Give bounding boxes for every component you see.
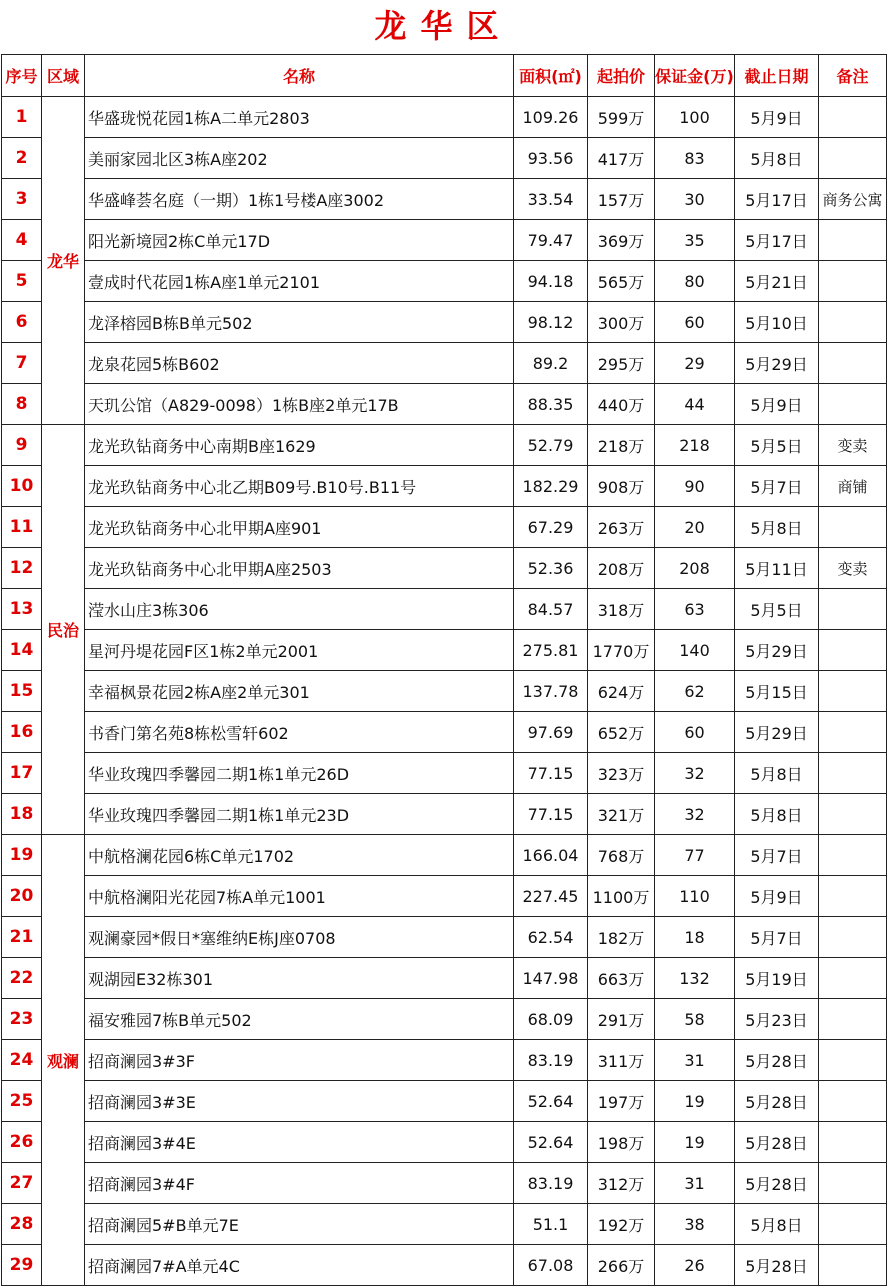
deposit-value: 31 [655,1040,735,1081]
property-name: 华业玫瑰四季馨园二期1栋1单元23D [85,794,514,835]
starting-price: 318万 [588,589,655,630]
table-row [2,999,887,1040]
row-number: 29 [2,1245,42,1286]
table-row [2,1040,887,1081]
deposit-value: 32 [655,794,735,835]
row-number: 8 [2,384,42,425]
table-row [2,1204,887,1245]
remark [819,302,887,343]
starting-price: 263万 [588,507,655,548]
property-name: 观湖园E32栋301 [85,958,514,999]
deadline-date: 5月9日 [735,384,819,425]
deadline-date: 5月28日 [735,1245,819,1286]
area-value: 79.47 [514,220,588,261]
deposit-value: 60 [655,712,735,753]
deadline-date: 5月5日 [735,589,819,630]
deposit-value: 32 [655,753,735,794]
header-price: 起拍价 [588,55,655,97]
property-name: 壹成时代花园1栋A座1单元2101 [85,261,514,302]
property-name: 龙光玖钻商务中心南期B座1629 [85,425,514,466]
row-number: 28 [2,1204,42,1245]
table-row [2,917,887,958]
starting-price: 157万 [588,179,655,220]
deadline-date: 5月28日 [735,1122,819,1163]
row-number: 1 [2,97,42,138]
row-number: 21 [2,917,42,958]
row-number: 5 [2,261,42,302]
starting-price: 1100万 [588,876,655,917]
remark [819,876,887,917]
deadline-date: 5月7日 [735,835,819,876]
deposit-value: 44 [655,384,735,425]
property-name: 龙泽榕园B栋B单元502 [85,302,514,343]
table-row [2,712,887,753]
property-name: 幸福枫景花园2栋A座2单元301 [85,671,514,712]
table-row [2,261,887,302]
deposit-value: 80 [655,261,735,302]
remark [819,1122,887,1163]
table-row [2,466,887,507]
area-value: 93.56 [514,138,588,179]
area-value: 52.36 [514,548,588,589]
deadline-date: 5月29日 [735,712,819,753]
table-row [2,671,887,712]
area-value: 275.81 [514,630,588,671]
deposit-value: 110 [655,876,735,917]
area-value: 83.19 [514,1163,588,1204]
table-row [2,179,887,220]
area-value: 98.12 [514,302,588,343]
area-value: 94.18 [514,261,588,302]
deadline-date: 5月17日 [735,220,819,261]
area-value: 51.1 [514,1204,588,1245]
deadline-date: 5月11日 [735,548,819,589]
property-name: 龙光玖钻商务中心北甲期A座2503 [85,548,514,589]
property-name: 天玑公馆（A829-0098）1栋B座2单元17B [85,384,514,425]
row-number: 14 [2,630,42,671]
area-value: 147.98 [514,958,588,999]
starting-price: 663万 [588,958,655,999]
starting-price: 323万 [588,753,655,794]
deposit-value: 31 [655,1163,735,1204]
header-row [2,55,887,97]
property-name: 福安雅园7栋B单元502 [85,999,514,1040]
remark [819,261,887,302]
property-name: 龙泉花园5栋B602 [85,343,514,384]
deadline-date: 5月29日 [735,630,819,671]
deadline-date: 5月8日 [735,1204,819,1245]
row-number: 27 [2,1163,42,1204]
starting-price: 908万 [588,466,655,507]
row-number: 4 [2,220,42,261]
deposit-value: 100 [655,97,735,138]
remark [819,1204,887,1245]
table-row [2,1081,887,1122]
table-row [2,835,887,876]
deposit-value: 35 [655,220,735,261]
deposit-value: 83 [655,138,735,179]
region-cell: 龙华 [42,97,85,425]
table-row [2,1163,887,1204]
deposit-value: 218 [655,425,735,466]
property-name: 书香门第名苑8栋松雪轩602 [85,712,514,753]
area-value: 83.19 [514,1040,588,1081]
deposit-value: 30 [655,179,735,220]
area-value: 67.08 [514,1245,588,1286]
remark [819,917,887,958]
remark: 变卖 [819,548,887,589]
row-number: 20 [2,876,42,917]
deadline-date: 5月28日 [735,1163,819,1204]
deadline-date: 5月17日 [735,179,819,220]
property-name: 招商澜园3#3F [85,1040,514,1081]
property-name: 阳光新境园2栋C单元17D [85,220,514,261]
deadline-date: 5月8日 [735,794,819,835]
row-number: 12 [2,548,42,589]
property-name: 龙光玖钻商务中心北乙期B09号.B10号.B11号 [85,466,514,507]
area-value: 137.78 [514,671,588,712]
starting-price: 624万 [588,671,655,712]
property-name: 招商澜园7#A单元4C [85,1245,514,1286]
property-name: 星河丹堤花园F区1栋2单元2001 [85,630,514,671]
table-row [2,1122,887,1163]
area-value: 52.79 [514,425,588,466]
page-title: 龙华区 [374,7,513,45]
deadline-date: 5月28日 [735,1081,819,1122]
table-row [2,794,887,835]
deadline-date: 5月23日 [735,999,819,1040]
deposit-value: 19 [655,1122,735,1163]
header-deposit: 保证金(万) [655,55,735,97]
row-number: 9 [2,425,42,466]
deposit-value: 38 [655,1204,735,1245]
remark: 商务公寓 [819,179,887,220]
property-name: 滢水山庄3栋306 [85,589,514,630]
deposit-value: 90 [655,466,735,507]
table-row [2,589,887,630]
starting-price: 197万 [588,1081,655,1122]
deposit-value: 19 [655,1081,735,1122]
remark [819,958,887,999]
property-name: 华盛峰荟名庭（一期）1栋1号楼A座3002 [85,179,514,220]
starting-price: 182万 [588,917,655,958]
header-region: 区域 [42,55,85,97]
row-number: 15 [2,671,42,712]
table-row [2,384,887,425]
area-value: 52.64 [514,1081,588,1122]
area-value: 68.09 [514,999,588,1040]
row-number: 13 [2,589,42,630]
remark: 商铺 [819,466,887,507]
starting-price: 768万 [588,835,655,876]
area-value: 77.15 [514,794,588,835]
deposit-value: 132 [655,958,735,999]
row-number: 23 [2,999,42,1040]
deadline-date: 5月7日 [735,466,819,507]
deadline-date: 5月8日 [735,753,819,794]
table-row [2,138,887,179]
deposit-value: 77 [655,835,735,876]
area-value: 182.29 [514,466,588,507]
table-row [2,343,887,384]
starting-price: 1770万 [588,630,655,671]
table-row [2,507,887,548]
table-body [2,97,887,1286]
property-name: 华业玫瑰四季馨园二期1栋1单元26D [85,753,514,794]
deadline-date: 5月8日 [735,138,819,179]
remark [819,220,887,261]
row-number: 10 [2,466,42,507]
area-value: 97.69 [514,712,588,753]
starting-price: 266万 [588,1245,655,1286]
deposit-value: 18 [655,917,735,958]
area-value: 109.26 [514,97,588,138]
deadline-date: 5月28日 [735,1040,819,1081]
starting-price: 208万 [588,548,655,589]
deadline-date: 5月7日 [735,917,819,958]
area-value: 52.64 [514,1122,588,1163]
remark [819,1081,887,1122]
deposit-value: 140 [655,630,735,671]
remark [819,138,887,179]
area-value: 77.15 [514,753,588,794]
listing-table [1,54,887,1286]
remark [819,753,887,794]
row-number: 25 [2,1081,42,1122]
deposit-value: 26 [655,1245,735,1286]
remark [819,343,887,384]
property-name: 中航格澜阳光花园7栋A单元1001 [85,876,514,917]
table-row [2,425,887,466]
region-cell: 观澜 [42,835,85,1286]
remark [819,97,887,138]
row-number: 2 [2,138,42,179]
remark [819,1040,887,1081]
deadline-date: 5月10日 [735,302,819,343]
deposit-value: 62 [655,671,735,712]
table-row [2,302,887,343]
deposit-value: 20 [655,507,735,548]
starting-price: 369万 [588,220,655,261]
row-number: 16 [2,712,42,753]
remark [819,712,887,753]
starting-price: 218万 [588,425,655,466]
remark [819,384,887,425]
deadline-date: 5月9日 [735,876,819,917]
table-row [2,753,887,794]
area-value: 89.2 [514,343,588,384]
header-date: 截止日期 [735,55,819,97]
starting-price: 291万 [588,999,655,1040]
starting-price: 652万 [588,712,655,753]
remark [819,1245,887,1286]
row-number: 3 [2,179,42,220]
starting-price: 565万 [588,261,655,302]
area-value: 67.29 [514,507,588,548]
property-name: 招商澜园3#4F [85,1163,514,1204]
deadline-date: 5月21日 [735,261,819,302]
table-row [2,220,887,261]
remark [819,507,887,548]
area-value: 88.35 [514,384,588,425]
starting-price: 311万 [588,1040,655,1081]
row-number: 19 [2,835,42,876]
deposit-value: 29 [655,343,735,384]
property-name: 龙光玖钻商务中心北甲期A座901 [85,507,514,548]
property-name: 华盛珑悦花园1栋A二单元2803 [85,97,514,138]
deadline-date: 5月19日 [735,958,819,999]
starting-price: 417万 [588,138,655,179]
area-value: 84.57 [514,589,588,630]
area-value: 166.04 [514,835,588,876]
property-name: 招商澜园3#3E [85,1081,514,1122]
property-name: 中航格澜花园6栋C单元1702 [85,835,514,876]
starting-price: 295万 [588,343,655,384]
table-row [2,876,887,917]
region-cell: 民治 [42,425,85,835]
starting-price: 440万 [588,384,655,425]
remark [819,630,887,671]
deadline-date: 5月5日 [735,425,819,466]
remark: 变卖 [819,425,887,466]
table-row [2,97,887,138]
deadline-date: 5月29日 [735,343,819,384]
table-row [2,958,887,999]
starting-price: 192万 [588,1204,655,1245]
starting-price: 300万 [588,302,655,343]
property-name: 招商澜园3#4E [85,1122,514,1163]
remark [819,835,887,876]
property-name: 招商澜园5#B单元7E [85,1204,514,1245]
deposit-value: 60 [655,302,735,343]
area-value: 62.54 [514,917,588,958]
row-number: 24 [2,1040,42,1081]
row-number: 26 [2,1122,42,1163]
deposit-value: 63 [655,589,735,630]
row-number: 18 [2,794,42,835]
deposit-value: 58 [655,999,735,1040]
deadline-date: 5月9日 [735,97,819,138]
starting-price: 198万 [588,1122,655,1163]
deadline-date: 5月8日 [735,507,819,548]
remark [819,589,887,630]
row-number: 11 [2,507,42,548]
deposit-value: 208 [655,548,735,589]
starting-price: 312万 [588,1163,655,1204]
remark [819,999,887,1040]
header-no: 序号 [2,55,42,97]
remark [819,671,887,712]
property-name: 观澜豪园*假日*塞维纳E栋J座0708 [85,917,514,958]
header-note: 备注 [819,55,887,97]
remark [819,794,887,835]
table-row [2,630,887,671]
property-name: 美丽家园北区3栋A座202 [85,138,514,179]
starting-price: 599万 [588,97,655,138]
row-number: 7 [2,343,42,384]
row-number: 17 [2,753,42,794]
row-number: 6 [2,302,42,343]
header-area: 面积(㎡) [514,55,588,97]
area-value: 33.54 [514,179,588,220]
deadline-date: 5月15日 [735,671,819,712]
area-value: 227.45 [514,876,588,917]
starting-price: 321万 [588,794,655,835]
table-row [2,548,887,589]
header-name: 名称 [85,55,514,97]
table-row [2,1245,887,1286]
row-number: 22 [2,958,42,999]
remark [819,1163,887,1204]
